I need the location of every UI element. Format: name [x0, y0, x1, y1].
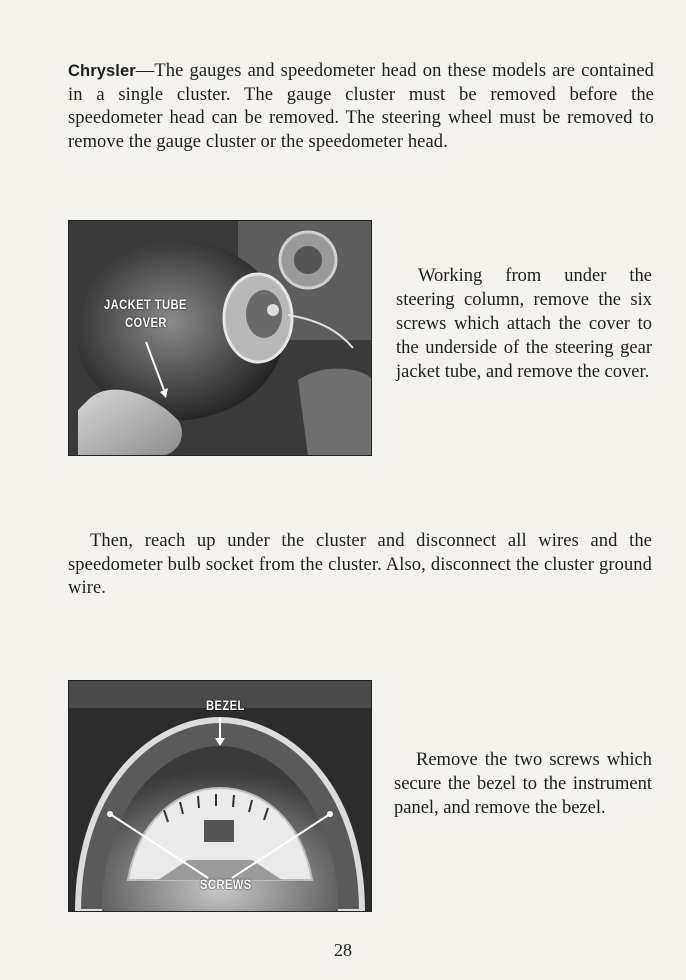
- intro-paragraph: [68, 60, 654, 154]
- model-heading: Chrysler: [68, 62, 136, 80]
- jacket-tube-label: JACKET TUBE: [104, 296, 187, 312]
- heading-dash: —: [135, 61, 155, 81]
- jacket-tube-cover-photo: [68, 220, 372, 456]
- step-one-text: Working from under the steering column, remove the six screws which attach the cover to the underside of the steering gear jacket tube, and remove the cover.: [396, 266, 652, 382]
- bezel-label: BEZEL: [206, 697, 245, 713]
- disconnect-wires-paragraph: Then, reach up under the cluster and disconnect all wires and the speedometer bulb socket from the cluster. Also, disconnect the cluster ground wire.: [68, 531, 652, 598]
- screws-label: SCREWS: [200, 876, 252, 892]
- page-number: 28: [334, 940, 352, 960]
- intro-text: The gauges and speedometer head on these models are contained in a single cluster. The gauge cluster must be removed before the speedometer head can be removed. The steering wheel must be removed to remove the gauge cluster or the speedometer head.: [68, 61, 654, 152]
- cover-label: COVER: [125, 314, 167, 330]
- step-two-text: Remove the two screws which secure the bezel to the instrument panel, and remove the bezel.: [394, 750, 652, 818]
- jacket-tube-photo-art: [68, 220, 372, 456]
- bezel-screws-photo: [68, 680, 372, 912]
